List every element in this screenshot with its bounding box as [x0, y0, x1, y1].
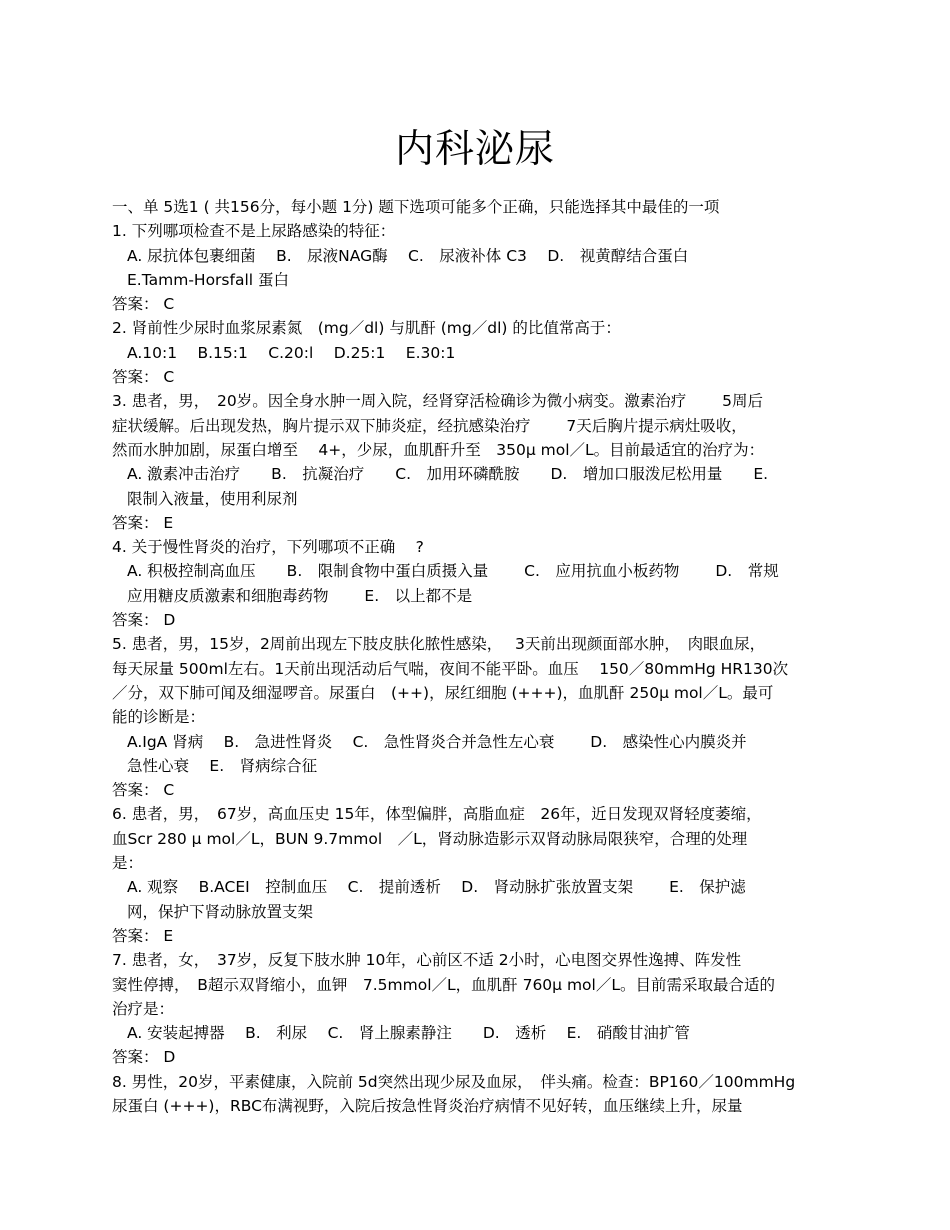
answer-line: 答案： C	[112, 781, 175, 800]
question-stem-line: 窦性停搏， B超示双肾缩小，血钾 7.5mmol／L，血肌酐 760μ mol／L。目前需采取最合适的	[112, 975, 775, 994]
answer-line: 答案： E	[112, 513, 174, 532]
answer-line: 答案： D	[112, 1048, 176, 1067]
answer-line: 答案： D	[112, 611, 176, 630]
question-options-line: A. 安装起搏器 B. 利尿 C. 肾上腺素静注 D. 透析 E. 硝酸甘油扩管	[127, 1024, 690, 1043]
page-title: 内科泌尿	[394, 127, 555, 172]
question-stem-line: 7. 患者，女， 37岁，反复下肢水肿 10年，心前区不适 2小时，心电图交界性逸搏、阵发性	[112, 951, 742, 970]
question-stem-line: 是：	[112, 854, 144, 873]
question-options-line: A.10:1 B.15:1 C.20:l D.25:1 E.30:1	[127, 343, 456, 362]
question-5	[112, 632, 847, 802]
question-options-line: A.IgA 肾病 B. 急进性肾炎 C. 急性肾炎合并急性左心衰 D. 感染性心内膜炎并	[127, 732, 747, 751]
question-stem-line: 4. 关于慢性肾炎的治疗，下列哪项不正确 ?	[112, 538, 424, 557]
question-stem-line: 3. 患者，男， 20岁。因全身水肿一周入院，经肾穿活检确诊为微小病变。激素治疗 5周后	[112, 392, 763, 411]
question-stem-line: 然而水肿加剧，尿蛋白增至 4+，少尿，血肌酐升至 350μ mol／L。目前最适宜的治疗为：	[112, 440, 765, 459]
answer-line: 答案： C	[112, 295, 175, 314]
question-options-line: A. 尿抗体包裹细菌 B. 尿液NAG酶 C. 尿液补体 C3 D. 视黄醇结合蛋白	[127, 246, 689, 265]
question-stem-line: 每天尿量 500ml左右。1天前出现活动后气喘，夜间不能平卧。血压 150／80mmHg HR130次	[112, 659, 789, 678]
answer-line: 答案： E	[112, 926, 174, 945]
question-options-line: 限制入液量，使用利尿剂	[127, 489, 298, 508]
question-options-line: 网，保护下肾动脉放置支架	[127, 902, 314, 921]
question-options-line: 急性心衰 E. 肾病综合征	[127, 756, 318, 775]
question-stem-line: 8. 男性，20岁，平素健康，入院前 5d突然出现少尿及血尿， 伴头痛。检查：BP160／100mmHg	[112, 1072, 796, 1091]
section-header: 一、单 5选1 ( 共156分，每小题 1分) 题下选项可能多个正确，只能选择其中最佳的一项	[112, 198, 720, 216]
question-2	[112, 316, 847, 389]
question-stem-line: 尿蛋白 (+++)，RBC布满视野，入院后按急性肾炎治疗病情不见好转，血压继续上升，尿量	[112, 1096, 743, 1115]
question-6	[112, 802, 847, 948]
question-stem-line: 血Scr 280 μ mol／L，BUN 9.7mmol ／L，肾动脉造影示双肾动脉局限狭窄，合理的处理	[112, 829, 748, 848]
question-3	[112, 389, 847, 535]
question-8	[112, 1070, 847, 1119]
question-options-line: A. 积极控制高血压 B. 限制食物中蛋白质摄入量 C. 应用抗血小板药物 D. 常规	[127, 562, 779, 581]
question-stem-line: 1. 下列哪项检查不是上尿路感染的特征：	[112, 222, 396, 241]
question-options-line: A. 激素冲击治疗 B. 抗凝治疗 C. 加用环磷酰胺 D. 增加口服泼尼松用量 E.	[127, 465, 769, 484]
question-stem-line: 2. 肾前性少尿时血浆尿素氮 (mg／dl) 与肌酐 (mg／dl) 的比值常高于：	[112, 319, 621, 338]
question-4	[112, 535, 847, 632]
question-stem-line: 能的诊断是：	[112, 708, 206, 727]
question-stem-line: 治疗是：	[112, 999, 175, 1018]
question-1	[112, 219, 847, 316]
question-list	[112, 195, 847, 1118]
question-options-line: 应用糖皮质激素和细胞毒药物 E. 以上都不是	[127, 586, 473, 605]
question-options-line: E.Tamm-Horsfall 蛋白	[127, 270, 289, 289]
question-stem-line: 5. 患者，男，15岁，2周前出现左下肢皮肤化脓性感染， 3天前出现颜面部水肿， 肉眼血尿，	[112, 635, 766, 654]
answer-line: 答案： C	[112, 368, 175, 387]
question-stem-line: 6. 患者，男， 67岁，高血压史 15年，体型偏胖，高脂血症 26年，近日发现双肾轻度萎缩，	[112, 805, 762, 824]
question-stem-line: ／分，双下肺可闻及细湿啰音。尿蛋白 (++)，尿红细胞 (+++)，血肌酐 250μ mol／L。最可	[112, 683, 774, 702]
question-stem-line: 症状缓解。后出现发热，胸片提示双下肺炎症，经抗感染治疗 7天后胸片提示病灶吸收，	[112, 416, 747, 435]
question-options-line: A. 观察 B.ACEI 控制血压 C. 提前透析 D. 肾动脉扩张放置支架 E. 保护滤	[127, 878, 746, 897]
question-7	[112, 948, 847, 1069]
